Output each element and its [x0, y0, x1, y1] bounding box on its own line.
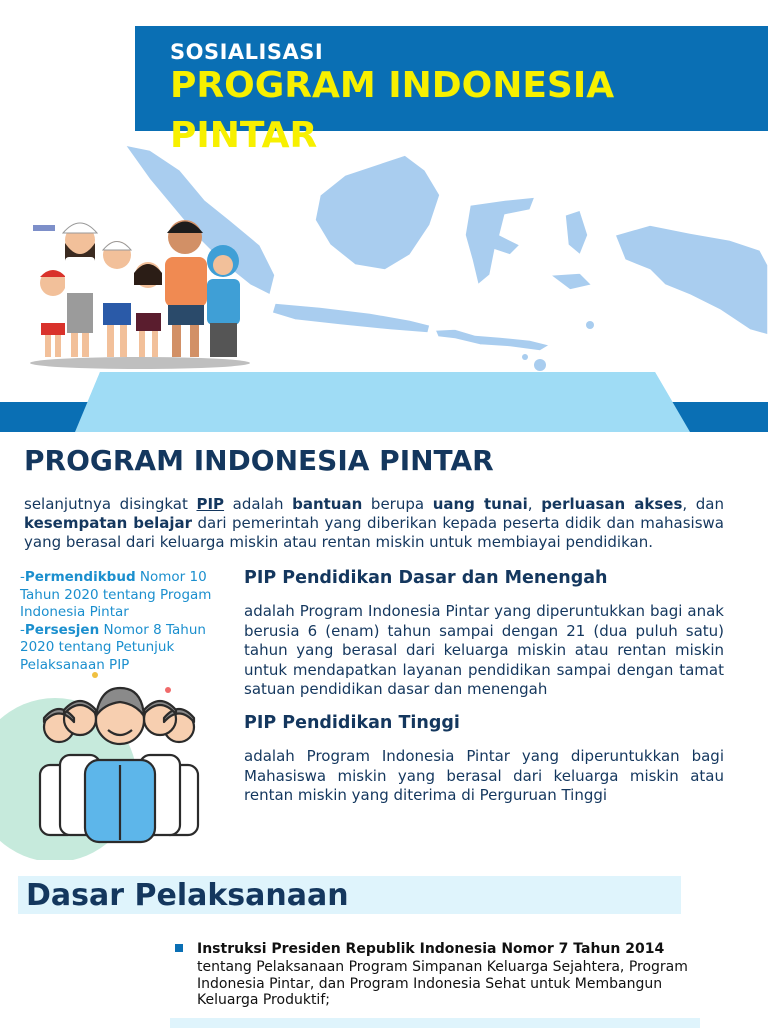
reference-title: Persesjen [24, 621, 100, 638]
reference-dash: - [20, 621, 25, 638]
subheading-dasar-menengah: PIP Pendidikan Dasar dan Menengah [244, 568, 608, 588]
header-title-line-1: PROGRAM INDONESIA [170, 65, 615, 106]
reference-item [20, 569, 220, 622]
paragraph-dasar-menengah: adalah Program Indonesia Pintar yang diperuntukkan bagi anak berusia 6 (enam) tahun sampai dengan 21 (dua puluh satu) tahun yang berasal dari keluarga miskin atau rentan miskin untuk mendapatkan layanan pendidikan sampai dengan tamat satuan pendidikan dasar dan menengah [244, 602, 724, 698]
reference-title: Permendikbud [24, 569, 136, 585]
reference-list [20, 569, 220, 674]
reference-text: Nomor 8 Tahun 2020 tentang Petunjuk Pelaksanaan PIP [20, 621, 206, 673]
reference-dash: - [20, 569, 25, 585]
paragraph-pendidikan-tinggi: adalah Program Indonesia Pintar yang diperuntukkan bagi Mahasiswa miskin yang berasal dari keluarga miskin atau rentan miskin yang diterima di Perguruan Tinggi [244, 747, 724, 804]
intro-text: berupa [362, 495, 433, 513]
intro-text: selanjutnya disingkat [24, 495, 197, 513]
intro-abbrev: PIP [196, 495, 225, 513]
section-heading-dasar-pelaksanaan: Dasar Pelaksanaan [26, 878, 349, 913]
reference-text: Nomor 10 Tahun 2020 tentang Progam Indonesia Pintar [20, 569, 212, 620]
bullet-icon [175, 944, 183, 952]
light-blue-band-front [0, 372, 768, 432]
section-heading-pip: PROGRAM INDONESIA PINTAR [24, 444, 494, 477]
intro-paragraph [24, 495, 724, 552]
legal-basis-title: Instruksi Presiden Republik Indonesia Nomor 7 Tahun 2014 [197, 941, 665, 957]
intro-bold: perluasan akses [541, 495, 683, 513]
intro-text: dari pemerintah yang diberikan kepada peserta didik dan mahasiswa yang berasal dari keluarga miskin atau rentan miskin untuk membiayai pendidikan. [24, 514, 724, 551]
header-kicker: SOSIALISASI [170, 40, 324, 64]
reference-item [20, 622, 220, 675]
intro-text: adalah [224, 495, 293, 513]
next-item-highlight [170, 1018, 700, 1028]
intro-bold: kesempatan belajar [24, 514, 193, 532]
intro-text: , [527, 495, 542, 513]
header-title-line-2: PINTAR [170, 115, 318, 156]
intro-text: , dan [682, 495, 724, 513]
students-illustration [25, 205, 255, 370]
intro-bold: uang tunai [432, 495, 528, 513]
people-group-icon [0, 670, 215, 860]
subheading-pendidikan-tinggi: PIP Pendidikan Tinggi [244, 713, 460, 733]
legal-basis-description: tentang Pelaksanaan Program Simpanan Keluarga Sejahtera, Program Indonesia Pintar, dan Program Indonesia Sehat untuk Membangun Keluarga Produktif; [197, 959, 688, 1008]
intro-bold: bantuan [292, 495, 363, 513]
